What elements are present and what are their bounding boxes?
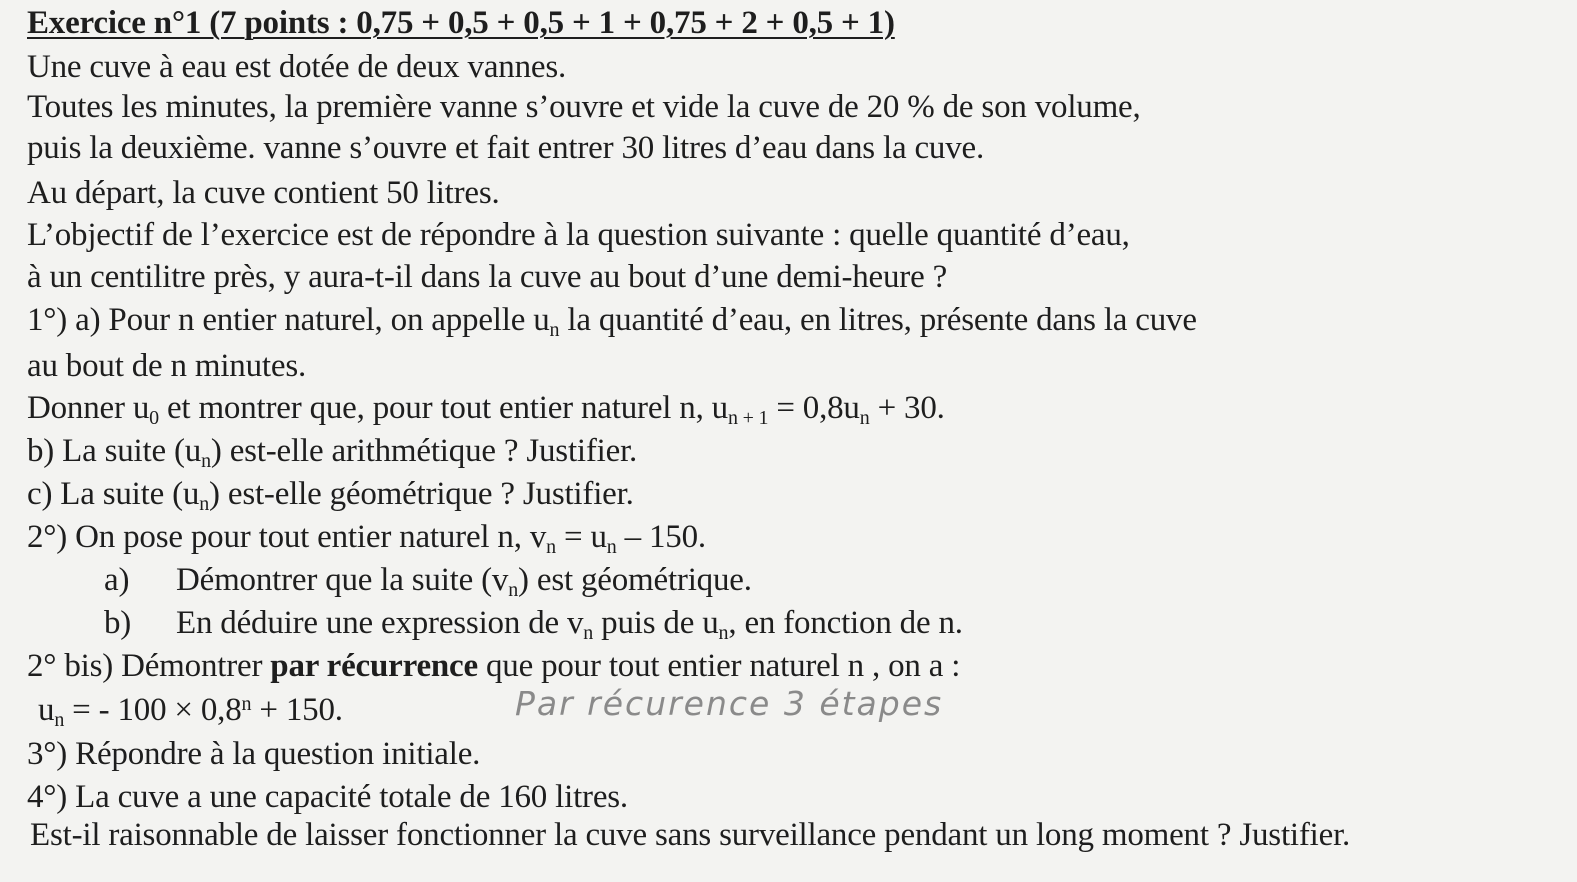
question-1b: b) La suite $(u_n)$ est-elle arithmétique ? Justifier.: [27, 433, 638, 472]
question-4: 4°) La cuve a une capacité totale de 160 litres.: [27, 779, 628, 815]
question-2: 2°) On pose pour tout entier naturel n, $v_n = u_n - 150$.: [27, 519, 706, 558]
question-2bis: 2° bis) Démontrer par récurrence que pour tout entier naturel n , on a :: [27, 648, 961, 684]
intro-line-3: puis la deuxième. vanne s’ouvre et fait entrer 30 litres d’eau dans la cuve.: [27, 130, 985, 166]
question-3: 3°) Répondre à la question initiale.: [27, 736, 481, 772]
intro-line-2: Toutes les minutes, la première vanne s’ouvre et vide la cuve de 20 % de son volume,: [27, 89, 1141, 125]
intro-line-4: Au départ, la cuve contient 50 litres.: [27, 175, 500, 211]
intro-line-5: L’objectif de l’exercice est de répondre à la question suivante : quelle quantité d’eau,: [27, 217, 1130, 253]
exercise-title: Exercice n°1 (7 points : 0,75 + 0,5 + 0,5 + 1 + 0,75 + 2 + 0,5 + 1): [27, 5, 895, 41]
intro-line-1: Une cuve à eau est dotée de deux vannes.: [27, 49, 567, 85]
question-1a-recurrence: Donner $u_0$ et montrer que, pour tout entier naturel n, $u_{n + 1} = 0,8u_n + 30$.: [27, 390, 945, 429]
intro-line-6: à un centilitre près, y aura-t-il dans la cuve au bout d’une demi-heure ?: [27, 259, 948, 295]
question-1a: 1°) a) Pour n entier naturel, on appelle $u_n$ la quantité d’eau, en litres, présente dans la cuve: [27, 302, 1197, 341]
question-1a-line2: au bout de n minutes.: [27, 348, 307, 384]
question-2a: a) Démontrer que la suite $(v_n)$ est géométrique.: [104, 562, 752, 601]
question-4-final: Est-il raisonnable de laisser fonctionner la cuve sans surveillance pendant un long moment ? Justifier.: [30, 817, 1351, 853]
question-2bis-formula: $u_n$ = - $100 \times 0,8^n + 150$.: [38, 692, 343, 731]
question-1c: c) La suite $(u_n)$ est-elle géométrique ? Justifier.: [27, 476, 634, 515]
handwritten-note: Par récurence 3 étapes: [515, 684, 944, 723]
question-2b: b) En déduire une expression de $v_n$ puis de $u_n$, en fonction de n.: [104, 605, 963, 644]
